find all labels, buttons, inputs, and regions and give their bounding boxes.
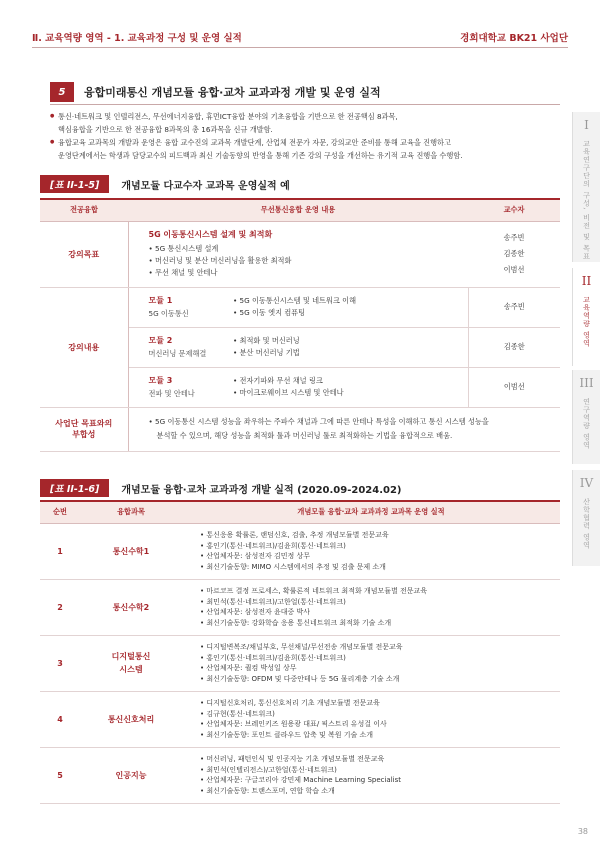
goal-profs xyxy=(468,221,560,287)
side-tab-label: 산학협력 영역 xyxy=(582,498,591,550)
row-item: • 최신기술동향: 포인트 클라우드 압축 및 복원 기술 소개 xyxy=(200,730,560,741)
module-sub: 전파 및 안테나 xyxy=(148,389,195,398)
side-tab-numeral: I xyxy=(584,118,589,132)
row-content xyxy=(182,747,560,803)
fit-line: • 5G 이동통신 시스템 성능을 좌우하는 주파수 채널과 그에 따른 안테나 특성을 이해하고 통신 시스템 성능을 xyxy=(148,417,489,426)
row-num: 4 xyxy=(40,691,80,747)
row-course: 통신수학2 xyxy=(80,579,182,635)
table1 xyxy=(40,198,560,452)
module-1-items xyxy=(223,287,468,327)
bullet-continuation: 운영단계에서는 학생과 담당교수의 피드백과 최신 기술동향의 반영을 통해 기존 강의 구성을 개선하는 유기적 교육 진행을 수행함. xyxy=(58,151,463,160)
module-1 xyxy=(128,287,223,327)
module-name: 모듈 1 xyxy=(148,296,173,305)
row-item: • 최신기술동향: 트랜스포머, 연합 학습 소개 xyxy=(200,786,560,797)
row-item: • 마르코프 결정 프로세스, 확률론적 네트워크 최적화 개념모듈별 전문교육 xyxy=(200,586,560,597)
table2-caption xyxy=(40,479,402,497)
row-item: • 김규현(통신·네트워크) xyxy=(200,709,560,720)
table2-header-num: 순번 xyxy=(40,501,80,523)
row-item: • 머신러닝, 패턴인식 및 인공지능 기초 개념모듈별 전문교육 xyxy=(200,754,560,765)
table1-header-content: 무선통신융합 운영 내용 xyxy=(128,199,468,221)
table-row xyxy=(40,523,560,579)
module-sub: 머신러닝 문제해결 xyxy=(148,349,207,358)
side-tab-label: 교육역량 영역 xyxy=(582,296,591,348)
table1-header-major: 전공융합 xyxy=(40,199,128,221)
fit-line: 분석할 수 있으며, 해당 성능을 최적화 툴과 머신러닝 툴로 최적화하는 기법을 융합적으로 배움. xyxy=(156,431,453,440)
module-sub: 5G 이동통신 xyxy=(148,309,189,318)
table2-header-course: 융합과목 xyxy=(80,501,182,523)
fit-content xyxy=(128,407,560,451)
module-item: • 전자기파와 무선 채널 링크 xyxy=(233,375,468,387)
section-title: 융합미래통신 개념모듈 융합·교차 교과과정 개발 및 운영 실적 xyxy=(84,86,381,99)
row-item: • 산업체자문: 퀄컴 박성일 상무 xyxy=(200,663,560,674)
row-item: • 산업체자문: 브레인키즈 원용광 대표/ 픽스트리 유성걸 이사 xyxy=(200,719,560,730)
content-label: 강의내용 xyxy=(40,287,128,407)
fit-label-line: 부합성 xyxy=(72,430,96,439)
module-2 xyxy=(128,327,223,367)
row-content xyxy=(182,635,560,691)
module-3-items xyxy=(223,367,468,407)
module-prof: 이범선 xyxy=(468,367,560,407)
side-tab-1[interactable] xyxy=(572,112,600,262)
row-course: 인공지능 xyxy=(80,747,182,803)
side-tab-3[interactable] xyxy=(572,370,600,464)
module-item: • 분산 머신러닝 기법 xyxy=(233,347,468,359)
side-tab-2[interactable] xyxy=(572,268,600,366)
table-row xyxy=(40,747,560,803)
row-content xyxy=(182,523,560,579)
section-bullets xyxy=(50,110,560,162)
course-line: 시스템 xyxy=(119,665,143,674)
goal-label: 강의목표 xyxy=(40,221,128,287)
module-name: 모듈 2 xyxy=(148,336,173,345)
header-breadcrumb: Ⅱ. 교육역량 영역 - 1. 교육과정 구성 및 운영 실적 xyxy=(32,32,242,44)
prof-name: 이범선 xyxy=(503,265,525,274)
row-item: • 산업체자문: 삼성전자 김민정 상무 xyxy=(200,551,560,562)
row-num: 3 xyxy=(40,635,80,691)
row-item: • 최신기술동향: 강화학습 응용 통신네트워크 최적화 기술 소개 xyxy=(200,618,560,629)
row-item: • 홍인기(통신·네트워크)/김윤희(통신·네트워크) xyxy=(200,541,560,552)
prof-name: 송주빈 xyxy=(503,233,525,242)
table2-title: 개념모듈 융합·교차 교과과정 개발 실적 (2020.09-2024.02) xyxy=(121,484,402,496)
section-heading xyxy=(50,82,381,102)
goal-content xyxy=(128,221,468,287)
row-course xyxy=(80,635,182,691)
row-item: • 최민석(통신·네트워크)/고한얼(통신·네트워크) xyxy=(200,597,560,608)
row-content xyxy=(182,579,560,635)
header-org: 경희대학교 BK21 사업단 xyxy=(460,32,568,44)
table2 xyxy=(40,500,560,804)
goal-title: 5G 이동통신시스템 설계 및 최적화 xyxy=(148,230,273,239)
row-item: • 디지털변복조/채널부호, 무선채널/무선전송 개념모듈별 전문교육 xyxy=(200,642,560,653)
row-item: • 디지털신호처리, 통신신호처리 기초 개념모듈별 전문교육 xyxy=(200,698,560,709)
table2-header-content: 개념모듈 융합·교차 교과과정 교과목 운영 실적 xyxy=(182,501,560,523)
side-tab-4[interactable] xyxy=(572,470,600,566)
module-item: • 마이크로웨이브 시스템 및 안테나 xyxy=(233,387,468,399)
module-prof: 김종한 xyxy=(468,327,560,367)
module-item: • 최적화 및 머신러닝 xyxy=(233,335,468,347)
row-item: • 통신응용 확률론, 랜덤신호, 검출, 추정 개념모듈별 전문교육 xyxy=(200,530,560,541)
row-content xyxy=(182,691,560,747)
module-item: • 5G 이동 엣지 컴퓨팅 xyxy=(233,307,468,319)
module-3 xyxy=(128,367,223,407)
bullet-continuation: 핵심융합을 기반으로 한 전공융합 8과목의 총 16과목을 신규 개발함. xyxy=(58,125,273,134)
module-name: 모듈 3 xyxy=(148,376,173,385)
table-row xyxy=(40,635,560,691)
row-course: 통신신호처리 xyxy=(80,691,182,747)
module-item: • 5G 이동통신시스템 및 네트워크 이해 xyxy=(233,295,468,307)
row-course: 통신수학1 xyxy=(80,523,182,579)
page-header xyxy=(32,26,568,48)
table1-title: 개념모듈 다교수자 교과목 운영실적 예 xyxy=(121,180,290,192)
row-num: 1 xyxy=(40,523,80,579)
row-item: • 산업체자문: 구글코리아 강민제 Machine Learning Specialist xyxy=(200,775,560,786)
table1-caption xyxy=(40,175,290,193)
goal-item: • 무선 채널 및 안테나 xyxy=(149,267,469,279)
side-tab-numeral: IV xyxy=(579,476,594,490)
side-tab-label: 연구역량 영역 xyxy=(582,398,591,450)
table-row xyxy=(40,579,560,635)
fit-label xyxy=(40,407,128,451)
bullet-item: ● 통신·네트워크 및 인텔리전스, 무선에너지융합, 휴먼ICT융합 분야의 기초융합을 기반으로 한 전공핵심 8과목, xyxy=(50,110,560,123)
side-tab-label: 교육연구단의 구성, 비전 및 목표 xyxy=(582,140,591,261)
table1-tag: [표 II-1-5] xyxy=(40,175,109,193)
side-tab-numeral: II xyxy=(581,274,592,288)
row-item: • 홍인기(통신·네트워크)/김윤희(통신·네트워크) xyxy=(200,653,560,664)
bullet-item: ● 융합교육 교과목의 개발과 운영은 융합 교수진의 교과목 개발단계, 산업체 전문가 자문, 강의교안 준비를 통해 교육을 진행하고 xyxy=(50,136,560,149)
side-tab-numeral: III xyxy=(579,376,594,390)
table2-tag: [표 II-1-6] xyxy=(40,479,109,497)
section-divider xyxy=(50,104,560,105)
row-num: 5 xyxy=(40,747,80,803)
module-2-items xyxy=(223,327,468,367)
table1-header-prof: 교수자 xyxy=(468,199,560,221)
fit-label-line: 사업단 목표와의 xyxy=(55,419,113,428)
goal-item: • 머신러닝 및 분산 머신러닝을 활용한 최적화 xyxy=(149,255,469,267)
row-item: • 산업체자문: 삼성전자 윤대중 박사 xyxy=(200,607,560,618)
row-item: • 최신기술동향: OFDM 및 다중안테나 등 5G 물리계층 기술 소개 xyxy=(200,674,560,685)
course-line: 디지털통신 xyxy=(111,652,151,661)
page-number: 38 xyxy=(577,827,588,836)
section-number: 5 xyxy=(50,82,74,102)
goal-item: • 5G 통신시스템 설계 xyxy=(149,243,469,255)
row-item: • 최민석(인텔리전스)/고한얼(통신·네트워크) xyxy=(200,765,560,776)
row-num: 2 xyxy=(40,579,80,635)
module-prof: 송주빈 xyxy=(468,287,560,327)
table-row xyxy=(40,691,560,747)
row-item: • 최신기술동향: MIMO 시스템에서의 추정 및 검출 문제 소개 xyxy=(200,562,560,573)
prof-name: 김종한 xyxy=(503,249,525,258)
